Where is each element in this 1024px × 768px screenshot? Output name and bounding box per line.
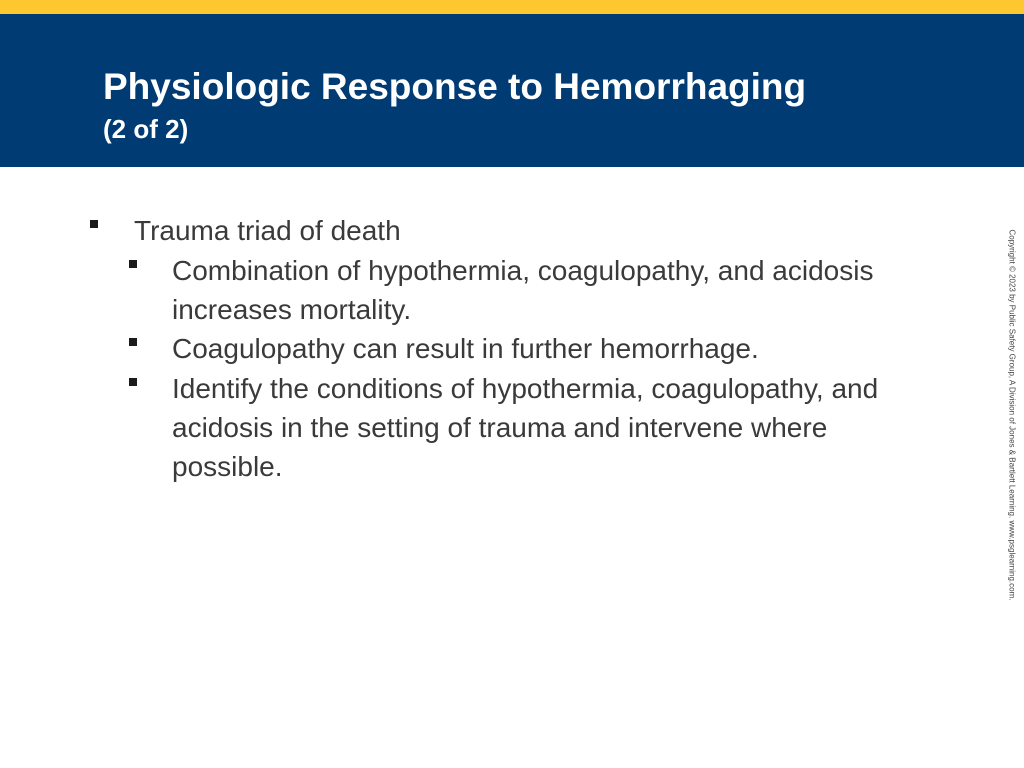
slide-title: Physiologic Response to Hemorrhaging xyxy=(103,66,807,107)
sub-bullet-identify: Identify the conditions of hypothermia, coagulopathy, and acidosis in the setting of trauma and intervene where possible. xyxy=(172,373,879,482)
bullet-trauma-triad: Trauma triad of death xyxy=(134,215,401,246)
bullet-marker-icon xyxy=(90,220,98,228)
sub-bullet-marker-icon xyxy=(129,338,137,346)
slide-subtitle: (2 of 2) xyxy=(103,114,189,144)
sub-bullet-combination: Combination of hypothermia, coagulopathy, and acidosis increases mortality. xyxy=(172,255,874,325)
copyright-notice: Copyright © 2023 by Public Safety Group, A Division of Jones & Bartlett Learning. www.psglearning.com. xyxy=(1007,229,1017,601)
sub-bullet-marker-icon xyxy=(129,378,137,386)
sub-bullet-coagulopathy: Coagulopathy can result in further hemorrhage. xyxy=(172,333,759,364)
sub-bullet-marker-icon xyxy=(129,260,137,268)
